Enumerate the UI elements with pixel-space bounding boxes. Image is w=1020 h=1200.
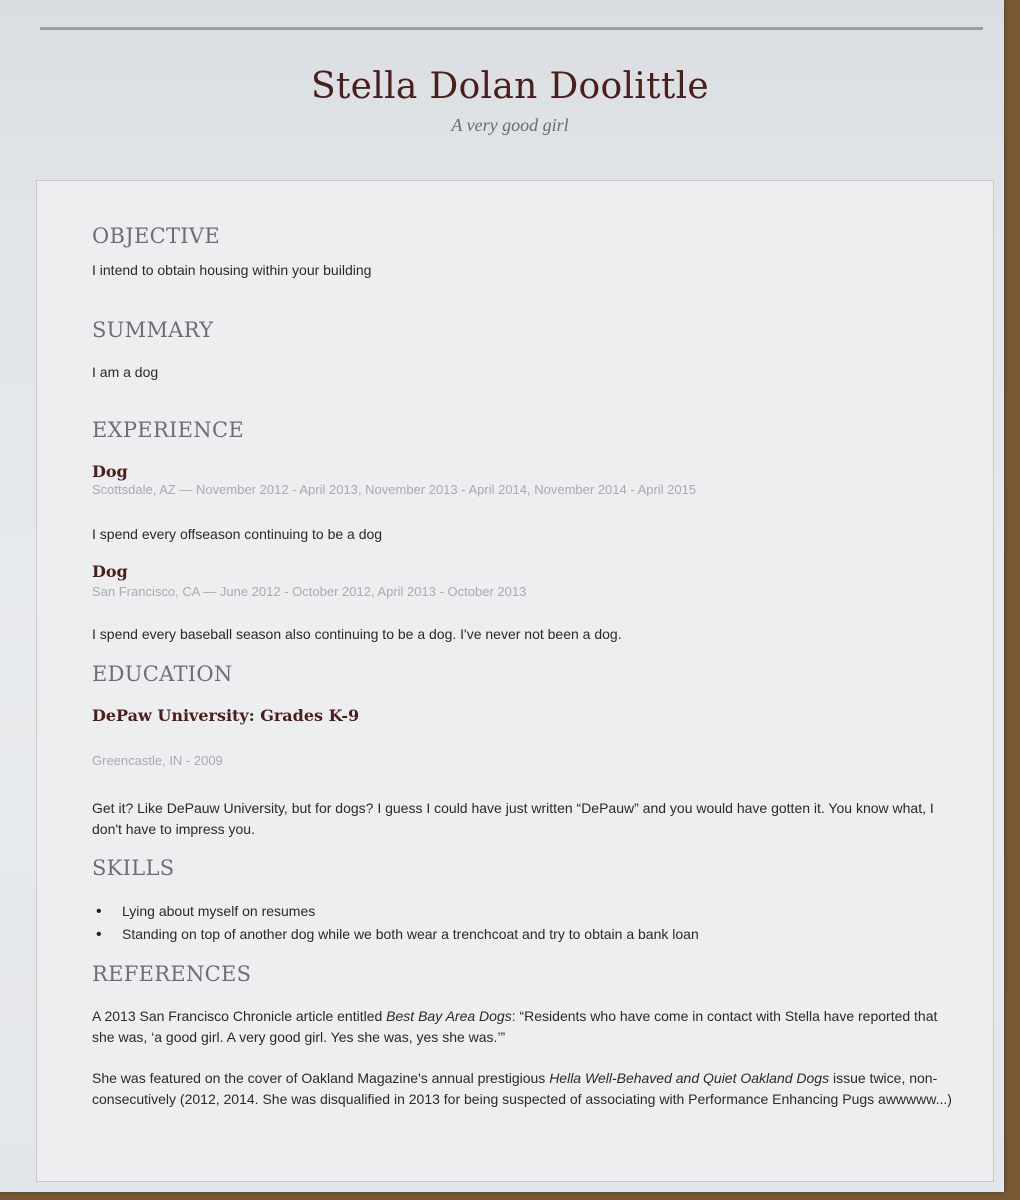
objective-heading: OBJECTIVE: [92, 224, 220, 248]
job-description: I spend every baseball season also continuing to be a dog. I've never not been a dog.: [92, 626, 622, 642]
reference-1-quote: : “Residents who have come in contact with Stella have reported that she was, ‘a good girl. A very good girl. Yes she was, yes she was.’”: [92, 1008, 938, 1045]
reference-2: [92, 1068, 952, 1110]
education-text: Get it? Like DePauw University, but for dogs? I guess I could have just written “DePauw” and you would have gotten it. You know what, I don't have to impress you.: [92, 800, 934, 837]
resume-tagline: A very good girl: [451, 115, 569, 135]
list-item: • Lying about myself on resumes: [122, 900, 699, 923]
job-meta: Scottsdale, AZ — November 2012 - April 2013, November 2013 - April 2014, November 2014 - April 2015: [92, 482, 697, 497]
education-meta: Greencastle, IN - 2009: [92, 753, 223, 768]
reference-1-article-title: Best Bay Area Dogs: [386, 1008, 512, 1024]
summary-heading: SUMMARY: [92, 318, 214, 342]
reference-1-intro: A 2013 San Francisco Chronicle article entitled: [92, 1008, 387, 1024]
top-rule: [40, 27, 983, 30]
job-description: I spend every offseason continuing to be a dog: [92, 526, 383, 542]
job-title: Dog: [92, 462, 128, 481]
school-name: DePaw University: Grades K-9: [92, 706, 360, 725]
references-heading: REFERENCES: [92, 962, 252, 986]
reference-2-issue-title: Hella Well-Behaved and Quiet Oakland Dogs: [549, 1070, 830, 1086]
job-meta: San Francisco, CA — June 2012 - October 2012, April 2013 - October 2013: [92, 584, 527, 599]
skills-list: [92, 900, 699, 946]
reference-2-detail: issue twice, non-consecutively (2012, 2014. She was disqualified in 2013 for being suspected of associating with Performance Enhancing Pugs awwwww...): [92, 1070, 952, 1107]
skills-heading: SKILLS: [92, 856, 175, 880]
reference-1: [92, 1006, 952, 1048]
job-title: Dog: [92, 562, 128, 581]
resume-name: Stella Dolan Doolittle: [310, 66, 710, 107]
reference-2-intro: She was featured on the cover of Oakland Magazine's annual prestigious: [92, 1070, 550, 1086]
education-heading: EDUCATION: [92, 662, 233, 686]
list-item: • Standing on top of another dog while we both wear a trenchcoat and try to obtain a bank loan: [122, 923, 699, 946]
objective-text: I intend to obtain housing within your building: [92, 262, 372, 278]
experience-heading: EXPERIENCE: [92, 418, 244, 442]
summary-text: I am a dog: [92, 364, 159, 380]
